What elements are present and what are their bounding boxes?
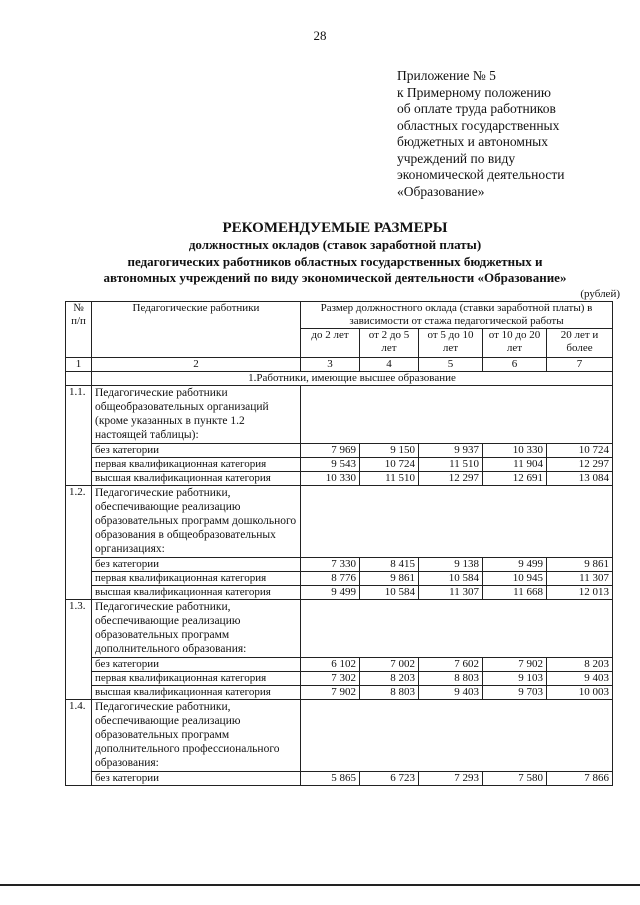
category-label: высшая квалификационная категория <box>92 686 301 700</box>
salary-value: 11 510 <box>360 472 419 486</box>
title-line: автономных учреждений по виду экономической деятельности «Образование» <box>103 270 567 285</box>
group-row <box>66 386 613 444</box>
salary-value: 11 668 <box>483 586 547 600</box>
page-number: 28 <box>313 28 327 43</box>
annex-line: об оплате труда работников <box>397 101 556 116</box>
col-number: 7 <box>547 358 613 372</box>
annex-line: областных государственных <box>397 117 560 133</box>
column-numbers-row <box>66 358 613 372</box>
salary-value: 9 543 <box>301 458 360 472</box>
salary-value: 10 724 <box>547 444 613 458</box>
group-empty-cell <box>301 486 613 558</box>
annex-line: учреждений по виду <box>397 150 516 166</box>
category-label: первая квалификационная категория <box>92 572 301 586</box>
title-line: педагогических работников областных государственных бюджетных и <box>127 253 543 269</box>
group-description: Педагогические работники, обеспечивающие реализацию образовательных программ дошкольного образования в общеобразовательных организациях: <box>92 486 301 558</box>
salary-value: 7 330 <box>301 558 360 572</box>
col-number: 5 <box>419 358 483 372</box>
category-label: без категории <box>92 658 301 672</box>
group-empty-cell <box>301 386 613 444</box>
salary-value: 7 580 <box>483 772 547 786</box>
salary-value: 7 902 <box>301 686 360 700</box>
title-main: РЕКОМЕНДУЕМЫЕ РАЗМЕРЫ <box>222 220 448 236</box>
salary-table <box>65 301 613 786</box>
group-number: 1.4. <box>66 700 92 786</box>
salary-value: 11 904 <box>483 458 547 472</box>
salary-value: 6 102 <box>301 658 360 672</box>
category-label: первая квалификационная категория <box>92 458 301 472</box>
header-workers: Педагогические работники <box>92 302 301 358</box>
annex-line: к Примерному положению <box>397 84 551 100</box>
header-col: от 2 до 5 лет <box>360 329 419 358</box>
salary-value: 9 861 <box>547 558 613 572</box>
salary-value: 11 510 <box>419 458 483 472</box>
header-row <box>66 302 613 329</box>
salary-value: 12 297 <box>419 472 483 486</box>
table-row <box>66 444 613 458</box>
section-title: 1.Работники, имеющие высшее образование <box>92 372 613 386</box>
salary-value: 9 703 <box>483 686 547 700</box>
group-description: Педагогические работники, обеспечивающие реализацию образовательных программ дополнительного образования: <box>92 600 301 658</box>
salary-value: 10 330 <box>483 444 547 458</box>
group-row <box>66 700 613 772</box>
title-line: должностных окладов (ставок заработной платы) <box>188 237 482 252</box>
salary-value: 9 138 <box>419 558 483 572</box>
group-empty-cell <box>301 700 613 772</box>
salary-value: 10 330 <box>301 472 360 486</box>
table-row <box>66 572 613 586</box>
col-number: 4 <box>360 358 419 372</box>
salary-value: 7 866 <box>547 772 613 786</box>
annex-line: экономической деятельности <box>397 167 565 182</box>
salary-value: 11 307 <box>419 586 483 600</box>
table-row <box>66 558 613 572</box>
table-row <box>66 586 613 600</box>
col-number: 2 <box>92 358 301 372</box>
salary-value: 9 499 <box>483 558 547 572</box>
salary-value: 9 937 <box>419 444 483 458</box>
salary-value: 8 803 <box>360 686 419 700</box>
salary-value: 8 415 <box>360 558 419 572</box>
group-number: 1.1. <box>66 386 92 486</box>
category-label: высшая квалификационная категория <box>92 586 301 600</box>
annex-line: «Образование» <box>397 183 485 199</box>
annex-note <box>397 68 632 200</box>
footer-rule <box>0 884 640 886</box>
salary-value: 7 602 <box>419 658 483 672</box>
salary-value: 12 013 <box>547 586 613 600</box>
table-row <box>66 686 613 700</box>
units-label: (рублей) <box>580 288 620 300</box>
salary-value: 9 403 <box>547 672 613 686</box>
salary-value: 7 293 <box>419 772 483 786</box>
section-num-cell <box>66 372 92 386</box>
salary-value: 8 203 <box>360 672 419 686</box>
table-row <box>66 458 613 472</box>
salary-value: 9 103 <box>483 672 547 686</box>
salary-value: 7 002 <box>360 658 419 672</box>
header-num: № п/п <box>66 302 92 358</box>
salary-value: 8 203 <box>547 658 613 672</box>
annex-line: бюджетных и автономных <box>397 134 549 149</box>
section-row <box>66 372 613 386</box>
group-row <box>66 486 613 558</box>
salary-value: 10 584 <box>360 586 419 600</box>
header-salary-group: Размер должностного оклада (ставки заработной платы) в зависимости от стажа педагогической работы <box>301 302 613 329</box>
table-row <box>66 658 613 672</box>
col-number: 3 <box>301 358 360 372</box>
annex-line: Приложение № 5 <box>397 68 496 83</box>
salary-value: 7 902 <box>483 658 547 672</box>
group-number: 1.2. <box>66 486 92 600</box>
salary-value: 13 084 <box>547 472 613 486</box>
category-label: высшая квалификационная категория <box>92 472 301 486</box>
category-label: без категории <box>92 444 301 458</box>
table-row <box>66 672 613 686</box>
salary-value: 7 302 <box>301 672 360 686</box>
header-col: 20 лет и более <box>547 329 613 358</box>
salary-value: 10 003 <box>547 686 613 700</box>
salary-value: 10 724 <box>360 458 419 472</box>
table-row <box>66 772 613 786</box>
salary-value: 10 945 <box>483 572 547 586</box>
header-col: до 2 лет <box>301 329 360 358</box>
header-col: от 5 до 10 лет <box>419 329 483 358</box>
group-row <box>66 600 613 658</box>
salary-value: 11 307 <box>547 572 613 586</box>
category-label: без категории <box>92 772 301 786</box>
salary-value: 9 403 <box>419 686 483 700</box>
col-number: 1 <box>66 358 92 372</box>
salary-value: 9 861 <box>360 572 419 586</box>
group-number: 1.3. <box>66 600 92 700</box>
salary-value: 9 499 <box>301 586 360 600</box>
salary-value: 12 297 <box>547 458 613 472</box>
category-label: без категории <box>92 558 301 572</box>
salary-value: 9 150 <box>360 444 419 458</box>
salary-value: 12 691 <box>483 472 547 486</box>
group-description: Педагогические работники общеобразовательных организаций (кроме указанных в пункте 1.2 настоящей таблицы): <box>92 386 301 444</box>
category-label: первая квалификационная категория <box>92 672 301 686</box>
table-row <box>66 472 613 486</box>
salary-value: 7 969 <box>301 444 360 458</box>
document-title <box>52 219 618 287</box>
salary-value: 8 776 <box>301 572 360 586</box>
group-empty-cell <box>301 600 613 658</box>
col-number: 6 <box>483 358 547 372</box>
header-col: от 10 до 20 лет <box>483 329 547 358</box>
salary-value: 5 865 <box>301 772 360 786</box>
salary-value: 8 803 <box>419 672 483 686</box>
salary-value: 6 723 <box>360 772 419 786</box>
salary-value: 10 584 <box>419 572 483 586</box>
group-description: Педагогические работники, обеспечивающие реализацию образовательных программ дополнительного профессионального образования: <box>92 700 301 772</box>
